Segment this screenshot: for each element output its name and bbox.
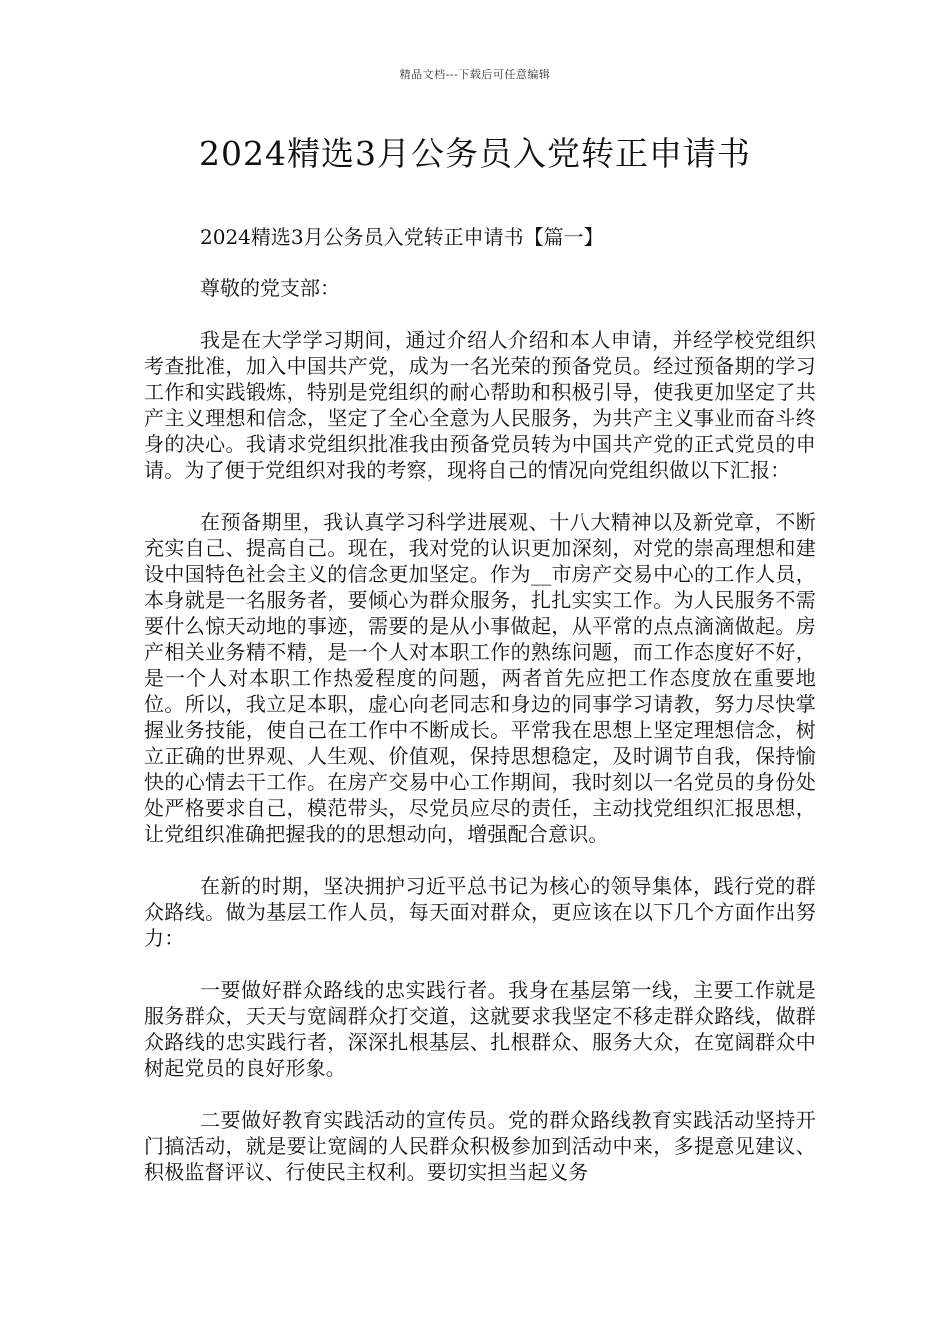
paragraph-2: 在预备期里，我认真学习科学进展观、十八大精神以及新党章，不断充实自己、提高自己。现在，我对党的认识更加深刻，对党的崇高理想和建设中国特色社会主义的信念更加坚定。作为__市房产交易中心的工作人员，本身就是一名服务者，要倾心为群众服务，扎扎实实工作。为人民服务不需要什么惊天动地的事迹，需要的是从小事做起，从平常的点点滴滴做起。房产相关业务精不精，是一个人对本职工作的熟练问题，而工作态度好不好，是一个人对本职工作热爱程度的问题，两者首先应把工作态度放在重要地位。所以，我立足本职，虚心向老同志和身边的同事学习请教，努力尽快掌握业务技能，使自己在工作中不断成长。平常我在思想上坚定理想信念，树立正确的世界观、人生观、价值观，保持思想稳定，及时调节自我，保持愉快的心情去干工作。在房产交易中心工作期间，我时刻以一名党员的身份处处严格要求自己，模范带头，尽党员应尽的责任，主动找党组织汇报思想，让党组织准确把握我的的思想动向，增强配合意识。 bbox=[144, 510, 816, 846]
salutation: 尊敬的党支部： bbox=[200, 276, 340, 300]
document-title: 2024精选3月公务员入党转正申请书 bbox=[199, 134, 751, 173]
paragraph-4: 一要做好群众路线的忠实践行者。我身在基层第一线，主要工作就是服务群众，天天与宽阔群众打交道，这就要求我坚定不移走群众路线，做群众路线的忠实践行者，深深扎根基层、扎根群众、服务大众，在宽阔群众中树起党员的良好形象。 bbox=[144, 978, 816, 1080]
paragraph-3: 在新的时期，坚决拥护习近平总书记为核心的领导集体，践行党的群众路线。做为基层工作人员，每天面对群众，更应该在以下几个方面作出努力： bbox=[144, 874, 816, 950]
document-body bbox=[144, 224, 816, 1211]
paragraph-1: 我是在大学学习期间，通过介绍人介绍和本人申请，并经学校党组织考查批准，加入中国共产党，成为一名光荣的预备党员。经过预备期的学习工作和实践锻炼，特别是党组织的耐心帮助和积极引导，使我更加坚定了共产主义理想和信念，坚定了全心全意为人民服务，为共产主义事业而奋斗终身的决心。我请求党组织批准我由预备党员转为中国共产党的正式党员的申请。为了便于党组织对我的考察，现将自己的情况向党组织做以下汇报： bbox=[144, 328, 816, 482]
paragraph-5: 二要做好教育实践活动的宣传员。党的群众路线教育实践活动坚持开门搞活动，就是要让宽阔的人民群众积极参加到活动中来，多提意见建议、积极监督评议、行使民主权利。要切实担当起义务 bbox=[144, 1108, 816, 1184]
section-heading: 2024精选3月公务员入党转正申请书【篇一】 bbox=[200, 225, 604, 249]
header-note: 精品文档---下载后可任意编辑 bbox=[399, 68, 551, 81]
